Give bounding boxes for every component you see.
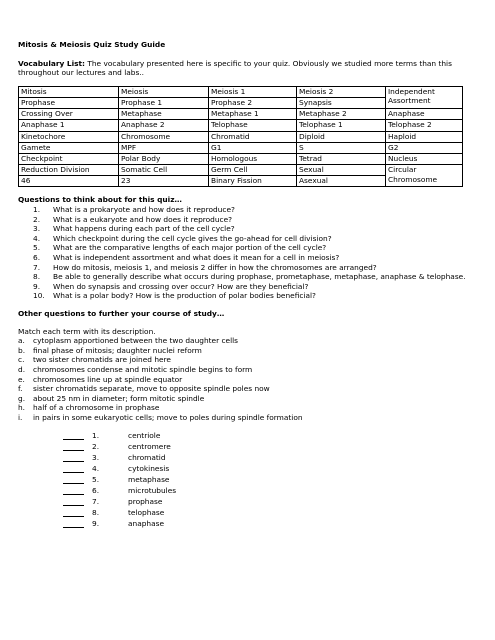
answer-blank[interactable] xyxy=(63,519,84,528)
vocab-cell: Telophase xyxy=(209,120,297,131)
answer-blank[interactable] xyxy=(63,486,84,495)
vocab-cell: Circular Chromosome xyxy=(386,165,463,187)
term-text: metaphase xyxy=(128,474,170,484)
definition-letter: b. xyxy=(18,345,26,355)
vocab-text: The vocabulary presented here is specific to your quiz. Obviously we studied more terms than this throughout our lectures and labs.. xyxy=(18,58,452,78)
term-text: microtubules xyxy=(128,485,177,495)
vocab-cell: Chromosome xyxy=(119,131,209,142)
table-row xyxy=(19,142,463,153)
vocab-cell: G1 xyxy=(209,142,297,153)
term-text: centriole xyxy=(128,430,161,440)
definition-letter: c. xyxy=(18,355,25,365)
table-row xyxy=(19,86,463,97)
term-number: 4. xyxy=(92,463,100,473)
term-text: prophase xyxy=(128,496,163,506)
list-item xyxy=(18,263,480,273)
question-number: 7. xyxy=(33,262,41,272)
list-item xyxy=(18,442,480,453)
term-number: 2. xyxy=(92,441,100,451)
list-item xyxy=(18,453,480,464)
term-number: 5. xyxy=(92,474,100,484)
list-item xyxy=(18,475,480,486)
term-text: anaphase xyxy=(128,518,165,528)
vocab-cell: G2 xyxy=(386,142,463,153)
vocab-cell: Haploid xyxy=(386,131,463,142)
definition-letter: h. xyxy=(18,403,26,413)
vocab-cell: Meiosis 2 xyxy=(297,86,386,97)
list-item xyxy=(18,336,480,346)
vocab-cell: Reduction Division xyxy=(19,165,119,176)
answer-blank[interactable] xyxy=(63,497,84,506)
list-item xyxy=(18,464,480,475)
question-number: 5. xyxy=(33,243,41,253)
questions-heading: Questions to think about for this quiz… xyxy=(18,195,182,205)
definition-text: final phase of mitosis; daughter nuclei reform xyxy=(33,345,202,355)
table-row xyxy=(19,109,463,120)
definition-text: half of a chromosome in prophase xyxy=(33,403,160,413)
list-item xyxy=(18,519,480,530)
vocab-cell: Synapsis xyxy=(297,97,386,108)
vocab-cell: Kinetochore xyxy=(19,131,119,142)
list-item xyxy=(18,431,480,442)
table-row xyxy=(19,120,463,131)
question-text: What happens during each part of the cell cycle? xyxy=(53,224,235,234)
list-item xyxy=(18,272,480,282)
vocab-cell: Somatic Cell xyxy=(119,165,209,176)
term-number: 8. xyxy=(92,507,100,517)
question-number: 9. xyxy=(33,281,41,291)
question-number: 2. xyxy=(33,214,41,224)
vocab-cell: Metaphase 2 xyxy=(297,109,386,120)
vocab-label: Vocabulary List: xyxy=(18,58,85,68)
term-number: 7. xyxy=(92,496,100,506)
question-text: What is a polar body? How is the production of polar bodies beneficial? xyxy=(53,291,316,301)
term-number: 6. xyxy=(92,485,100,495)
vocab-cell: 23 xyxy=(119,176,209,187)
list-item xyxy=(18,234,480,244)
page-title: Mitosis & Meiosis Quiz Study Guide xyxy=(18,40,166,49)
question-number: 4. xyxy=(33,233,41,243)
definition-letter: d. xyxy=(18,364,26,374)
vocab-cell: S xyxy=(297,142,386,153)
definition-letter: f. xyxy=(18,384,23,394)
question-text: Which checkpoint during the cell cycle gives the go-ahead for cell division? xyxy=(53,233,332,243)
vocab-cell: Checkpoint xyxy=(19,153,119,164)
term-text: telophase xyxy=(128,507,165,517)
vocab-cell: Gamete xyxy=(19,142,119,153)
vocab-cell: Telophase 1 xyxy=(297,120,386,131)
question-text: What are the comparative lengths of each major portion of the cell cycle? xyxy=(53,243,327,253)
list-item xyxy=(18,403,480,413)
definitions-list xyxy=(18,336,480,422)
vocab-cell: Independent Assortment xyxy=(386,86,463,108)
answer-blank[interactable] xyxy=(63,464,84,473)
vocab-cell: Prophase 2 xyxy=(209,97,297,108)
answer-blank[interactable] xyxy=(63,453,84,462)
vocab-cell: Meiosis xyxy=(119,86,209,97)
vocab-cell: Asexual xyxy=(297,176,386,187)
list-item xyxy=(18,384,480,394)
table-row xyxy=(19,153,463,164)
question-number: 10. xyxy=(33,291,45,301)
table-row xyxy=(19,165,463,176)
vocab-cell: Anaphase xyxy=(386,109,463,120)
list-item xyxy=(18,243,480,253)
vocab-intro xyxy=(18,59,480,78)
vocab-cell: Binary Fission xyxy=(209,176,297,187)
list-item xyxy=(18,205,480,215)
term-number: 3. xyxy=(92,452,100,462)
vocab-cell: Metaphase 1 xyxy=(209,109,297,120)
vocab-cell: Nucleus xyxy=(386,153,463,164)
questions-list xyxy=(18,205,480,301)
question-text: What is a prokaryote and how does it reproduce? xyxy=(53,205,235,215)
list-item xyxy=(18,346,480,356)
list-item xyxy=(18,291,480,301)
definition-letter: a. xyxy=(18,336,25,346)
vocab-cell: Metaphase xyxy=(119,109,209,120)
question-number: 6. xyxy=(33,253,41,263)
term-text: centromere xyxy=(128,441,171,451)
definition-letter: e. xyxy=(18,374,25,384)
definition-text: sister chromatids separate, move to opposite spindle poles now xyxy=(33,384,270,394)
vocab-cell: Sexual xyxy=(297,165,386,176)
definition-text: chromosomes line up at spindle equator xyxy=(33,374,183,384)
terms-list xyxy=(18,431,480,530)
vocab-cell: Telophase 2 xyxy=(386,120,463,131)
question-text: What is independent assortment and what does it mean for a cell in meiosis? xyxy=(53,253,340,263)
list-item xyxy=(18,215,480,225)
vocab-cell: Mitosis xyxy=(19,86,119,97)
list-item xyxy=(18,508,480,519)
question-text: When do synapsis and crossing over occur? How are they beneficial? xyxy=(53,281,309,291)
question-number: 3. xyxy=(33,224,41,234)
answer-blank[interactable] xyxy=(63,475,84,484)
list-item xyxy=(18,355,480,365)
study-guide-page xyxy=(18,40,480,530)
list-item xyxy=(18,375,480,385)
list-item xyxy=(18,413,480,423)
definition-text: two sister chromatids are joined here xyxy=(33,355,171,365)
list-item xyxy=(18,486,480,497)
vocab-cell: Diploid xyxy=(297,131,386,142)
question-text: How do mitosis, meiosis 1, and meiosis 2 differ in how the chromosomes are arranged? xyxy=(53,262,377,272)
definition-letter: g. xyxy=(18,393,26,403)
vocab-cell: Anaphase 1 xyxy=(19,120,119,131)
list-item xyxy=(18,282,480,292)
vocab-cell: Homologous xyxy=(209,153,297,164)
term-text: chromatid xyxy=(128,452,166,462)
vocab-cell: Prophase 1 xyxy=(119,97,209,108)
vocab-cell: Tetrad xyxy=(297,153,386,164)
answer-blank[interactable] xyxy=(63,508,84,517)
answer-blank[interactable] xyxy=(63,431,84,440)
definition-text: in pairs in some eukaryotic cells; move to poles during spindle formation xyxy=(33,412,303,422)
match-intro: Match each term with its description. xyxy=(18,326,156,336)
definition-letter: i. xyxy=(18,412,23,422)
vocab-cell: Meiosis 1 xyxy=(209,86,297,97)
question-text: Be able to generally describe what occurs during prophase, prometaphase, metaphase, anaphase & telophase. xyxy=(53,272,466,282)
question-text: What is a eukaryote and how does it reproduce? xyxy=(53,214,233,224)
table-row xyxy=(19,131,463,142)
definition-text: chromosomes condense and mitotic spindle begins to form xyxy=(33,364,253,374)
list-item xyxy=(18,497,480,508)
vocab-cell: Anaphase 2 xyxy=(119,120,209,131)
vocab-cell: Germ Cell xyxy=(209,165,297,176)
vocab-cell: Crossing Over xyxy=(19,109,119,120)
answer-blank[interactable] xyxy=(63,442,84,451)
term-number: 9. xyxy=(92,518,100,528)
definition-text: cytoplasm apportioned between the two daughter cells xyxy=(33,336,239,346)
vocab-table xyxy=(18,86,463,188)
vocab-cell: Prophase xyxy=(19,97,119,108)
term-number: 1. xyxy=(92,430,100,440)
list-item xyxy=(18,365,480,375)
other-heading: Other questions to further your course of study… xyxy=(18,309,225,318)
list-item xyxy=(18,253,480,263)
question-number: 1. xyxy=(33,205,41,215)
list-item xyxy=(18,394,480,404)
term-text: cytokinesis xyxy=(128,463,170,473)
vocab-cell: MPF xyxy=(119,142,209,153)
list-item xyxy=(18,224,480,234)
vocab-cell: Chromatid xyxy=(209,131,297,142)
question-number: 8. xyxy=(33,272,41,282)
vocab-cell: 46 xyxy=(19,176,119,187)
vocab-cell: Polar Body xyxy=(119,153,209,164)
definition-text: about 25 nm in diameter; form mitotic spindle xyxy=(33,393,205,403)
